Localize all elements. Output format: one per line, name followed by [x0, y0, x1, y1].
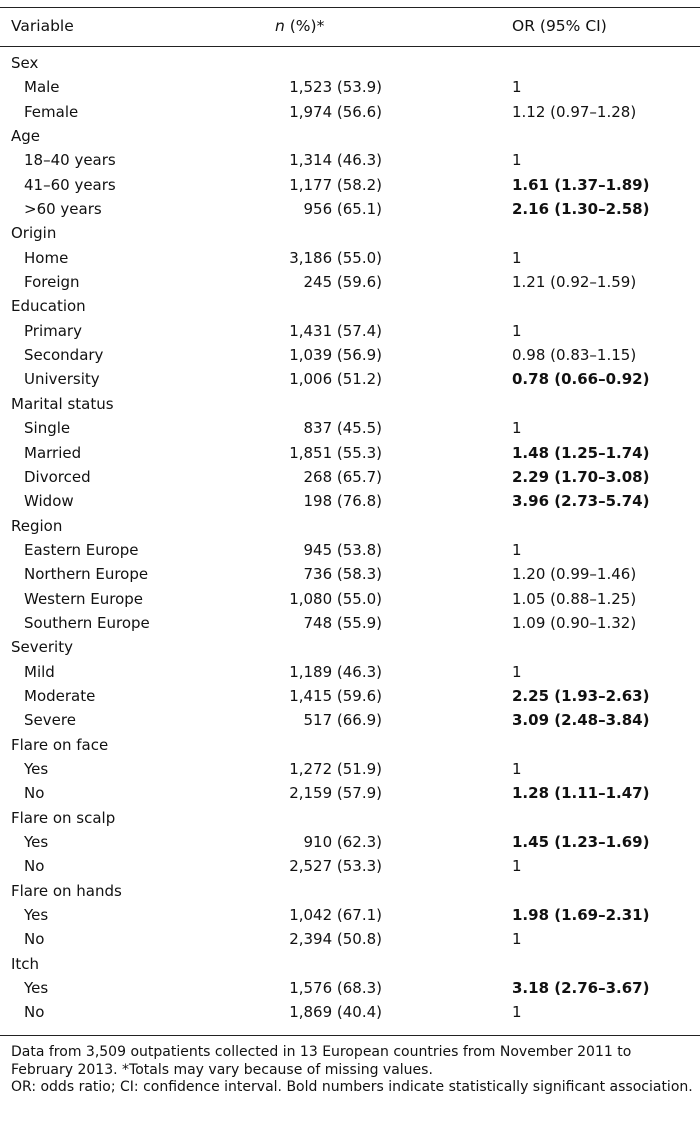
- row-label: Southern Europe: [24, 613, 150, 632]
- row-odds-ratio: 0.98 (0.83–1.15): [512, 346, 637, 365]
- row-n-percent: 1,039 (56.9): [289, 346, 382, 365]
- row-label: Female: [24, 102, 79, 121]
- row-n-percent: 1,869 (40.4): [289, 1003, 382, 1022]
- row-label: Western Europe: [24, 589, 144, 608]
- row-odds-ratio: 1: [512, 248, 522, 267]
- row-label: Foreign: [24, 273, 80, 292]
- row-odds-ratio: 1.20 (0.99–1.46): [512, 565, 637, 584]
- table-row: [0, 489, 700, 513]
- group-header-row: [0, 733, 700, 757]
- row-label: Mild: [24, 662, 55, 681]
- row-label: Widow: [24, 492, 74, 511]
- table-row: [0, 270, 700, 294]
- row-odds-ratio: 1: [512, 930, 522, 949]
- footnote-abbreviations: OR: odds ratio; CI: confidence interval. Bold numbers indicate statistically significant association.: [11, 1079, 693, 1095]
- row-n-percent: 2,527 (53.3): [289, 857, 382, 876]
- row-label: No: [24, 857, 45, 876]
- row-odds-ratio: 2.16 (1.30–2.58): [512, 200, 650, 219]
- row-n-percent: 1,974 (56.6): [289, 102, 382, 121]
- header-variable: Variable: [11, 17, 74, 35]
- row-n-percent: 1,851 (55.3): [289, 443, 382, 462]
- group-label: Itch: [11, 954, 40, 973]
- row-label: >60 years: [24, 200, 102, 219]
- table-row: [0, 100, 700, 124]
- row-odds-ratio: 1: [512, 321, 522, 340]
- row-label: Married: [24, 443, 82, 462]
- group-header-row: [0, 952, 700, 976]
- row-label: No: [24, 1003, 45, 1022]
- group-header-row: [0, 635, 700, 659]
- row-n-percent: 748 (55.9): [303, 613, 382, 632]
- row-label: No: [24, 784, 45, 803]
- row-label: University: [24, 370, 100, 389]
- row-n-percent: 837 (45.5): [303, 419, 382, 438]
- row-n-percent: 2,159 (57.9): [289, 784, 382, 803]
- row-label: Eastern Europe: [24, 540, 139, 559]
- row-n-percent: 910 (62.3): [303, 833, 382, 851]
- row-label: No: [24, 930, 45, 949]
- table-top-rule: [0, 7, 700, 8]
- row-odds-ratio: 1: [512, 419, 522, 438]
- row-label: Divorced: [24, 467, 91, 486]
- table-row: [0, 927, 700, 951]
- row-label: Male: [24, 78, 60, 97]
- row-n-percent: 1,272 (51.9): [289, 759, 382, 778]
- group-label: Region: [11, 516, 63, 535]
- group-label: Education: [11, 297, 86, 316]
- row-n-percent: 1,523 (53.9): [289, 78, 382, 97]
- row-n-percent: 956 (65.1): [303, 200, 382, 219]
- row-odds-ratio: 3.18 (2.76–3.67): [512, 979, 650, 998]
- row-odds-ratio: 1: [512, 759, 522, 778]
- row-label: Moderate: [24, 686, 96, 705]
- group-label: Marital status: [11, 394, 114, 413]
- row-odds-ratio: 1.61 (1.37–1.89): [512, 175, 650, 194]
- row-label: Northern Europe: [24, 565, 149, 584]
- header-odds-ratio: OR (95% CI): [512, 17, 607, 35]
- group-header-row: [0, 879, 700, 903]
- group-label: Origin: [11, 224, 57, 243]
- row-odds-ratio: 1.48 (1.25–1.74): [512, 443, 650, 462]
- table-row: [0, 197, 700, 221]
- group-label: Severity: [11, 638, 73, 657]
- row-n-percent: 1,080 (55.0): [289, 589, 382, 608]
- table-row: [0, 343, 700, 367]
- table-row: [0, 246, 700, 270]
- row-odds-ratio: 1.98 (1.69–2.31): [512, 906, 650, 925]
- row-odds-ratio: 1.45 (1.23–1.69): [512, 833, 650, 851]
- row-odds-ratio: 3.96 (2.73–5.74): [512, 492, 650, 511]
- row-odds-ratio: 2.29 (1.70–3.08): [512, 467, 650, 486]
- row-n-percent: 245 (59.6): [303, 273, 382, 292]
- row-n-percent: 268 (65.7): [303, 467, 382, 486]
- table-row: [0, 441, 700, 465]
- group-header-row: [0, 294, 700, 318]
- row-odds-ratio: 1.05 (0.88–1.25): [512, 589, 637, 608]
- row-label: Yes: [24, 906, 49, 925]
- table-row: [0, 465, 700, 489]
- row-n-percent: 1,431 (57.4): [289, 321, 382, 340]
- row-odds-ratio: 1.21 (0.92–1.59): [512, 273, 637, 292]
- row-n-percent: 1,006 (51.2): [289, 370, 382, 389]
- row-label: Yes: [24, 759, 49, 778]
- table-row: [0, 148, 700, 172]
- table-row: [0, 976, 700, 1000]
- row-odds-ratio: 3.09 (2.48–3.84): [512, 711, 650, 730]
- row-odds-ratio: 2.25 (1.93–2.63): [512, 686, 650, 705]
- row-n-percent: 3,186 (55.0): [289, 248, 382, 267]
- row-odds-ratio: 1: [512, 78, 522, 97]
- row-odds-ratio: 1.28 (1.11–1.47): [512, 784, 650, 803]
- table-row: [0, 75, 700, 99]
- table-row: [0, 781, 700, 805]
- table-header: [0, 17, 700, 39]
- header-n-rest: (%)*: [284, 17, 325, 35]
- table-row: [0, 854, 700, 878]
- row-odds-ratio: 0.78 (0.66–0.92): [512, 370, 650, 389]
- row-label: Primary: [24, 321, 82, 340]
- group-header-row: [0, 124, 700, 148]
- header-n-italic: n: [275, 17, 285, 35]
- table-row: [0, 173, 700, 197]
- row-n-percent: 1,189 (46.3): [289, 662, 382, 681]
- table-row: [0, 660, 700, 684]
- table-row: [0, 538, 700, 562]
- group-header-row: [0, 51, 700, 75]
- table-footnotes: [11, 1044, 693, 1097]
- row-label: Yes: [24, 833, 49, 851]
- row-n-percent: 945 (53.8): [303, 540, 382, 559]
- header-n-percent: [275, 17, 324, 35]
- row-odds-ratio: 1: [512, 662, 522, 681]
- group-header-row: [0, 392, 700, 416]
- row-odds-ratio: 1.09 (0.90–1.32): [512, 613, 637, 632]
- group-header-row: [0, 806, 700, 830]
- table-row: [0, 319, 700, 343]
- table-row: [0, 367, 700, 391]
- table-row: [0, 611, 700, 635]
- table-row: [0, 416, 700, 440]
- row-odds-ratio: 1: [512, 151, 522, 170]
- table-header-rule: [0, 46, 700, 47]
- row-n-percent: 517 (66.9): [303, 711, 382, 730]
- row-label: Single: [24, 419, 71, 438]
- table-row: [0, 684, 700, 708]
- table-row: [0, 757, 700, 781]
- group-label: Age: [11, 127, 41, 146]
- row-n-percent: 1,177 (58.2): [289, 175, 382, 194]
- row-label: 18–40 years: [24, 151, 116, 170]
- row-label: 41–60 years: [24, 175, 116, 194]
- row-n-percent: 2,394 (50.8): [289, 930, 382, 949]
- row-label: Yes: [24, 979, 49, 998]
- row-n-percent: 1,314 (46.3): [289, 151, 382, 170]
- row-n-percent: 1,042 (67.1): [289, 906, 382, 925]
- table-row: [0, 1000, 700, 1024]
- table-row: [0, 587, 700, 611]
- table-row: [0, 708, 700, 732]
- group-header-row: [0, 221, 700, 245]
- row-n-percent: 1,576 (68.3): [289, 979, 382, 998]
- table-row: [0, 562, 700, 586]
- row-label: Secondary: [24, 346, 104, 365]
- row-n-percent: 1,415 (59.6): [289, 686, 382, 705]
- table-row: [0, 903, 700, 927]
- row-n-percent: 736 (58.3): [303, 565, 382, 584]
- table-bottom-rule: [0, 1035, 700, 1036]
- group-header-row: [0, 514, 700, 538]
- group-label: Flare on face: [11, 735, 109, 754]
- row-odds-ratio: 1.12 (0.97–1.28): [512, 102, 637, 121]
- group-label: Flare on scalp: [11, 808, 116, 827]
- row-label: Home: [24, 248, 69, 267]
- group-label: Flare on hands: [11, 881, 122, 900]
- table-body: [0, 51, 700, 1025]
- group-label: Sex: [11, 54, 39, 72]
- row-odds-ratio: 1: [512, 1003, 522, 1022]
- row-odds-ratio: 1: [512, 540, 522, 559]
- row-label: Severe: [24, 711, 76, 730]
- footnote-data-source: Data from 3,509 outpatients collected in 13 European countries from November 2011 to February 2013. *Totals may vary because of missing values.: [11, 1044, 632, 1078]
- row-n-percent: 198 (76.8): [303, 492, 382, 511]
- row-odds-ratio: 1: [512, 857, 522, 876]
- table-row: [0, 830, 700, 854]
